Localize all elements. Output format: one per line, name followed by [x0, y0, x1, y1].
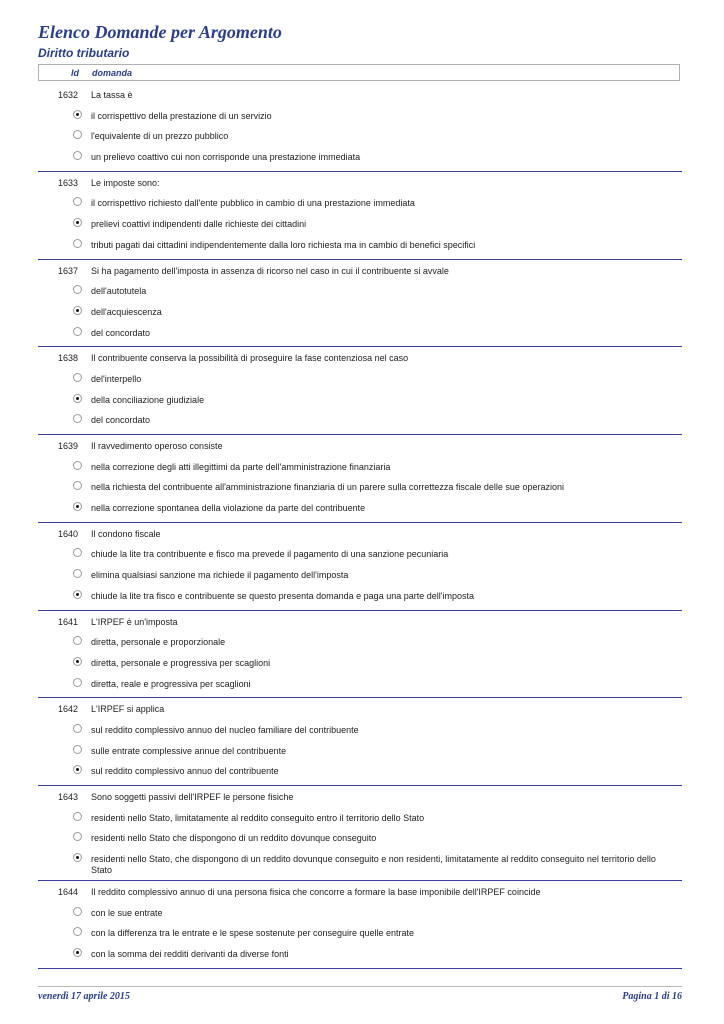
question-text: Sono soggetti passivi dell'IRPEF le persone fisiche — [91, 792, 294, 802]
radio-button-selected[interactable] — [73, 657, 82, 666]
radio-button-selected[interactable] — [73, 948, 82, 957]
radio-button[interactable] — [73, 197, 82, 206]
question-text: Il condono fiscale — [91, 528, 161, 539]
question-id: 1642 — [57, 704, 78, 715]
answer-text: nella correzione spontanea della violazione da parte del contribuente — [91, 503, 366, 514]
answer-text: sul reddito complessivo annuo del nucleo familiare del contribuente — [91, 724, 359, 735]
footer-divider — [38, 986, 682, 987]
radio-button-selected[interactable] — [73, 394, 82, 403]
radio-button[interactable] — [73, 636, 82, 645]
radio-button[interactable] — [73, 239, 82, 248]
answer-text: nella correzione degli atti illegittimi da parte dell'amministrazione finanziaria — [91, 461, 391, 472]
answer-text: dell'autotutela — [91, 286, 147, 297]
answer-text: chiude la lite tra contribuente e fisco ma prevede il pagamento di una sanzione pecuniaria — [91, 549, 449, 560]
answer-text: residenti nello Stato che dispongono di un reddito dovunque conseguito — [91, 833, 377, 844]
answer-text: residenti nello Stato, limitatamente al reddito conseguito entro il territorio dello Stato — [91, 812, 425, 823]
radio-button[interactable] — [73, 724, 82, 733]
answer-text: prelievi coattivi indipendenti dalle richieste dei cittadini — [91, 219, 307, 230]
question-text: Il reddito complessivo annuo di una persona fisica che concorre a formare la base imponibile dell'IRPEF coincide — [91, 887, 541, 898]
page-subtitle: Diritto tributario — [38, 46, 130, 60]
question-id: 1632 — [57, 90, 78, 100]
radio-button-selected[interactable] — [73, 110, 82, 119]
question-text: Le imposte sono: — [91, 177, 160, 188]
radio-button-selected[interactable] — [73, 853, 82, 862]
radio-button[interactable] — [73, 569, 82, 578]
radio-button[interactable] — [73, 373, 82, 382]
question-id: 1639 — [57, 441, 78, 451]
radio-button[interactable] — [73, 832, 82, 841]
radio-button[interactable] — [73, 678, 82, 687]
question-block — [38, 260, 682, 348]
header-question: domanda — [92, 68, 133, 78]
radio-button[interactable] — [73, 285, 82, 294]
radio-button[interactable] — [73, 481, 82, 490]
question-block — [38, 172, 682, 260]
question-block — [38, 84, 682, 172]
page-title: Elenco Domande per Argomento — [38, 22, 282, 42]
answer-text: l'equivalente di un prezzo pubblico — [91, 131, 229, 142]
radio-button-selected[interactable] — [73, 590, 82, 599]
answer-text: sul reddito complessivo annuo del contribuente — [91, 766, 279, 777]
answer-text: dell'acquiescenza — [91, 306, 162, 317]
question-block — [38, 786, 682, 881]
question-text: L'IRPEF si applica — [91, 704, 165, 715]
answer-text: del concordato — [91, 415, 151, 426]
footer-date: venerdì 17 aprile 2015 — [38, 991, 130, 1002]
question-id: 1637 — [57, 265, 78, 276]
answer-text: con le sue entrate — [91, 907, 163, 918]
question-text: Si ha pagamento dell'imposta in assenza di ricorso nel caso in cui il contribuente si avvale — [91, 265, 449, 276]
answer-text: sulle entrate complessive annue del contribuente — [91, 745, 287, 756]
answer-text: diretta, reale e progressiva per scaglioni — [91, 678, 251, 689]
header-id: Id — [71, 68, 79, 78]
radio-button[interactable] — [73, 130, 82, 139]
question-block — [38, 611, 682, 699]
question-text: L'IRPEF è un'imposta — [91, 616, 178, 627]
question-id: 1638 — [57, 353, 78, 364]
question-id: 1643 — [57, 792, 78, 802]
question-block — [38, 347, 682, 435]
answer-text: residenti nello Stato, che dispongono di un reddito dovunque conseguito e non residenti, limitatamente al reddito conseguito nel territorio dello Stato — [91, 854, 656, 876]
answer-text: del'interpello — [91, 373, 142, 384]
table-header — [38, 64, 680, 81]
answer-text: della conciliazione giudiziale — [91, 394, 205, 405]
question-block — [38, 698, 682, 786]
radio-button[interactable] — [73, 414, 82, 423]
answer-text: il corrispettivo della prestazione di un servizio — [91, 110, 272, 121]
answer-text: un prelievo coattivo cui non corrisponde una prestazione immediata — [91, 152, 361, 163]
radio-button[interactable] — [73, 461, 82, 470]
question-block — [38, 881, 682, 969]
radio-button-selected[interactable] — [73, 306, 82, 315]
radio-button[interactable] — [73, 548, 82, 557]
answer-text: tributi pagati dai cittadini indipendentemente dalla loro richiesta ma in cambio di benefici specifici — [91, 239, 476, 250]
answer-text: con la differenza tra le entrate e le spese sostenute per conseguire quelle entrate — [91, 928, 415, 939]
radio-button-selected[interactable] — [73, 502, 82, 511]
question-list — [38, 84, 682, 969]
radio-button[interactable] — [73, 745, 82, 754]
answer-text: nella richiesta del contribuente all'amministrazione finanziaria di un parere sulla correttezza fiscale delle sue operazioni — [91, 482, 564, 493]
question-id: 1644 — [57, 887, 78, 898]
question-block — [38, 435, 682, 523]
question-block — [38, 523, 682, 611]
answer-text: chiude la lite tra fisco e contribuente se questo presenta domanda e paga una parte dell'imposta — [91, 590, 474, 601]
radio-button-selected[interactable] — [73, 765, 82, 774]
question-id: 1633 — [57, 177, 78, 188]
answer-text: diretta, personale e progressiva per scaglioni — [91, 657, 271, 668]
footer-page-number: Pagina 1 di 16 — [622, 991, 682, 1002]
radio-button[interactable] — [73, 151, 82, 160]
radio-button[interactable] — [73, 327, 82, 336]
radio-button[interactable] — [73, 812, 82, 821]
answer-text: del concordato — [91, 327, 151, 338]
answer-text: con la somma dei redditi derivanti da diverse fonti — [91, 949, 289, 960]
question-text: Il contribuente conserva la possibilità di proseguire la fase contenziosa nel caso — [91, 353, 409, 364]
radio-button[interactable] — [73, 927, 82, 936]
answer-text: elimina qualsiasi sanzione ma richiede il pagamento dell'imposta — [91, 570, 349, 581]
radio-button[interactable] — [73, 907, 82, 916]
radio-button-selected[interactable] — [73, 218, 82, 227]
question-text: La tassa è — [91, 90, 133, 100]
question-id: 1641 — [57, 616, 78, 627]
answer-text: diretta, personale e proporzionale — [91, 637, 226, 648]
question-text: Il ravvedimento operoso consiste — [91, 441, 223, 451]
question-id: 1640 — [57, 528, 78, 539]
answer-text: il corrispettivo richiesto dall'ente pubblico in cambio di una prestazione immediata — [91, 198, 415, 209]
